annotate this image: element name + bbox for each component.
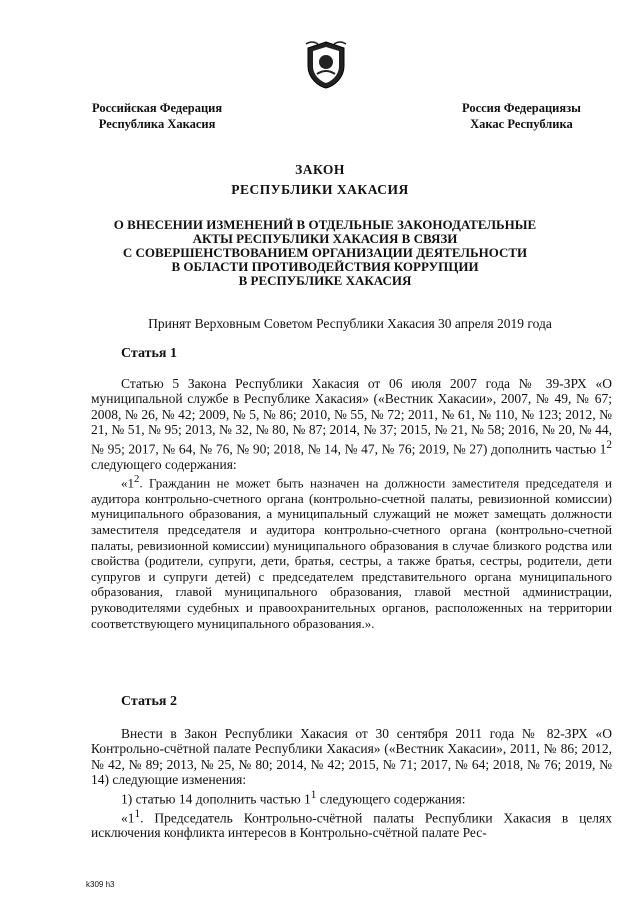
header-left-line1: Российская Федерация [92,101,223,115]
article-1-quote-sup: 2 [134,472,140,485]
footer-code: k309 h3 [86,880,115,889]
coat-of-arms-emblem [304,40,348,90]
header-left-line2: Республика Хакасия [98,117,216,131]
article-1-quote-text: . Гражданин не может быть назначен на должности заместителя председателя и аудитора контрольно-счетного органа (контрольно-счетной палаты, ревизионной комиссии) муниципального образования, а муниципальный служащий не может замещать должности заместителя председателя и аудитора контрольно-счетного органа (контрольно-счетной палаты, ревизионной комиссии) муниципального образования в случае близкого родства или свойства (родители, супруги, дети, братья, сестры, а также братья, сестры, родители, дети супругов и супруги детей) с председателем представительного органа муниципального образования, главой муниципального образования, главой местной администрации, руководителями судебных и правоохранительных органов, расположенных на территории соответствующего муниципального образования.». [91,475,612,631]
article-2-item-1-tail: следующего содержания: [316,791,466,807]
law-subject: РЕСПУБЛИКИ ХАКАСИЯ [231,182,409,197]
article-1-quote [91,472,612,631]
article-2-item-1 [91,788,612,807]
article-2-quote [91,807,612,841]
header-right-line1: Россия Федерациязы [462,101,581,115]
law-title-line: В ОБЛАСТИ ПРОТИВОДЕЙСТВИЯ КОРРУПЦИИ [171,259,479,274]
law-title-line: О ВНЕСЕНИИ ИЗМЕНЕНИЙ В ОТДЕЛЬНЫЕ ЗАКОНОДАТЕЛЬНЫЕ [113,217,537,232]
header-right [462,100,581,132]
law-title-line: В РЕСПУБЛИКЕ ХАКАСИЯ [238,273,412,288]
article-2-quote-open: «1 [121,810,135,826]
article-1-intro-text: Статью 5 Закона Республики Хакасия от 06 июля 2007 года № 39-ЗРХ «О муниципальной службе в Республике Хакасия» («Вестник Хакасии», 2007, № 49, № 67; 2008, № 26, № 42; 2009, № 5, № 86; 2010, № 55, № 72; 2011, № 61, № 110, № 123; 2012, № 21, № 51, № 95; 2013, № 32, № 80, № 87; 2014, № 37; 2015, № 21, № 58; 2016, № 20, № 44, № 95; 2017, № 64, № 76, № 90; 2018, № 14, № 47, № 76; 2019, № 27) дополнить частью 1 [91,376,612,457]
article-1-heading: Статья 1 [121,346,177,361]
article-2-body [91,726,612,841]
adoption-line: Принят Верховным Советом Республики Хакасия 30 апреля 2019 года [148,316,552,331]
article-1-body [91,376,612,631]
header-right-line2: Хакас Республика [470,117,573,131]
article-1-intro-tail: следующего содержания: [91,456,237,472]
article-2-quote-sup: 1 [134,807,141,820]
law-title-line: С СОВЕРШЕНСТВОВАНИЕМ ОРГАНИЗАЦИИ ДЕЯТЕЛЬНОСТИ [122,245,528,260]
law-type: ЗАКОН [295,162,345,177]
article-2-quote-text: . Председатель Контрольно-счётной палаты Республики Хакасия в целях исключения конфликта интересов в Контрольно-счётной палате Рес- [91,810,612,841]
article-2-heading: Статья 2 [121,694,177,709]
article-2-intro: Внести в Закон Республики Хакасия от 30 сентября 2011 года № 82-ЗРХ «О Контрольно-счётной палате Республики Хакасия» («Вестник Хакасии», 2011, № 86; 2012, № 42, № 89; 2013, № 25, № 80; 2014, № 42; 2015, № 71; 2017, № 64; 2018, № 76; 2019, № 14) следующие изменения: [91,726,612,788]
law-title [60,218,590,288]
header-left [92,100,222,132]
article-2-item-1-sup: 1 [310,788,317,801]
article-1-intro-sup: 2 [606,438,612,451]
article-1-intro [91,376,612,472]
article-2-item-1-text: 1) статью 14 дополнить частью 1 [121,791,311,807]
law-title-line: АКТЫ РЕСПУБЛИКИ ХАКАСИЯ В СВЯЗИ [192,231,458,246]
article-1-quote-open: «1 [121,475,134,491]
